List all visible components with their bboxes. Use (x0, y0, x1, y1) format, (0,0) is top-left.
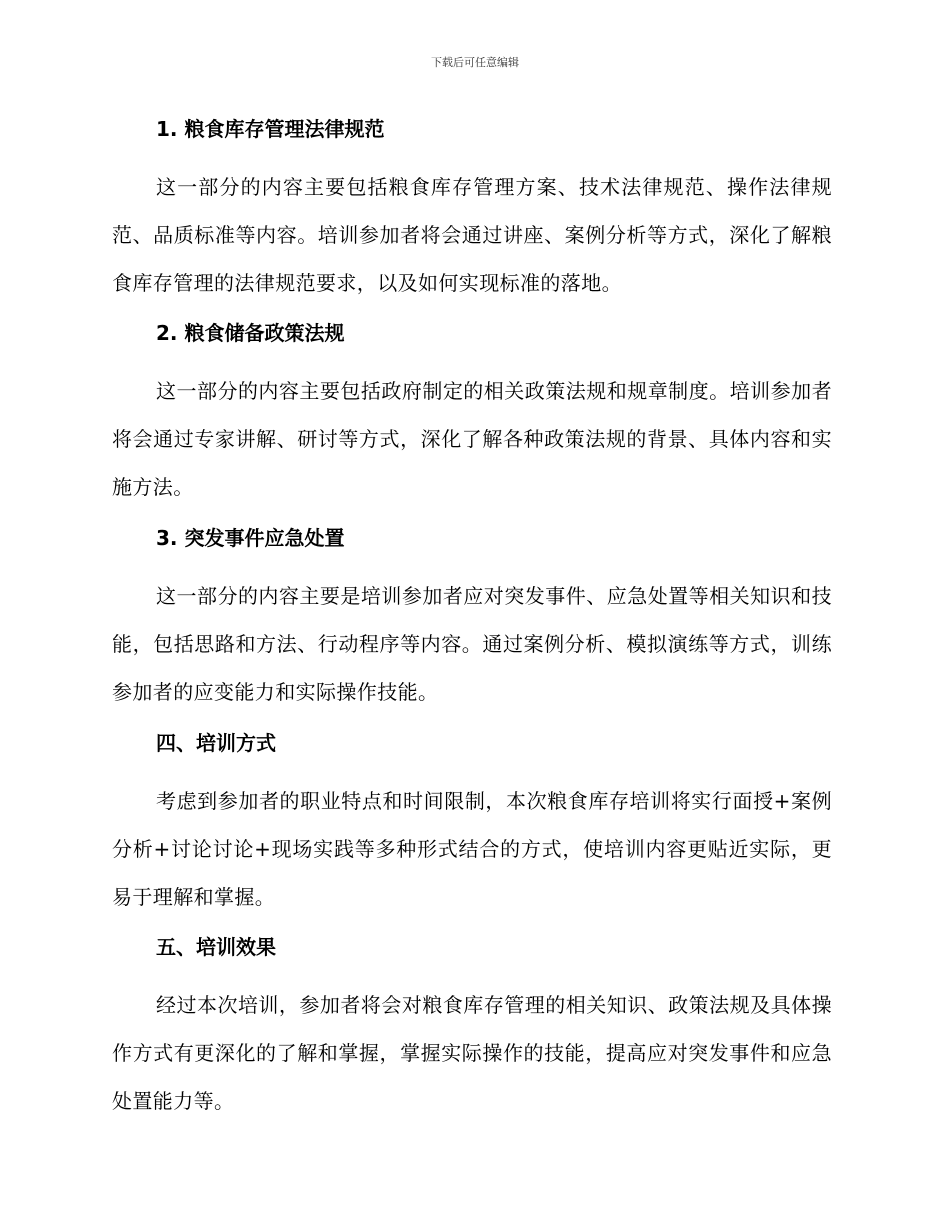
section-3 (112, 523, 832, 716)
section-heading: 1. 粮食库存管理法律规范 (156, 117, 385, 141)
section-2 (112, 318, 832, 511)
section-heading: 2. 粮食储备政策法规 (156, 321, 345, 345)
section-1 (112, 114, 832, 307)
header-note: 下载后可任意编辑 (431, 56, 519, 69)
section-4 (112, 728, 832, 921)
section-heading: 3. 突发事件应急处置 (156, 526, 345, 550)
section-heading: 五、培训效果 (156, 935, 276, 959)
section-heading: 四、培训方式 (156, 731, 276, 755)
section-paragraph: 考虑到参加者的职业特点和时间限制，本次粮食库存培训将实行面授+案例分析+讨论讨论+现场实践等多种形式结合的方式，使培训内容更贴近实际，更易于理解和掌握。 (112, 789, 832, 909)
section-paragraph: 这一部分的内容主要是培训参加者应对突发事件、应急处置等相关知识和技能，包括思路和方法、行动程序等内容。通过案例分析、模拟演练等方式，训练参加者的应变能力和实际操作技能。 (112, 584, 832, 704)
section-paragraph: 这一部分的内容主要包括粮食库存管理方案、技术法律规范、操作法律规范、品质标准等内容。培训参加者将会通过讲座、案例分析等方式，深化了解粮食库存管理的法律规范要求，以及如何实现标准的落地。 (112, 175, 832, 295)
section-5 (112, 932, 832, 1125)
section-paragraph: 经过本次培训，参加者将会对粮食库存管理的相关知识、政策法规及具体操作方式有更深化的了解和掌握，掌握实际操作的技能，提高应对突发事件和应急处置能力等。 (112, 993, 832, 1113)
section-paragraph: 这一部分的内容主要包括政府制定的相关政策法规和规章制度。培训参加者将会通过专家讲解、研讨等方式，深化了解各种政策法规的背景、具体内容和实施方法。 (112, 379, 832, 499)
